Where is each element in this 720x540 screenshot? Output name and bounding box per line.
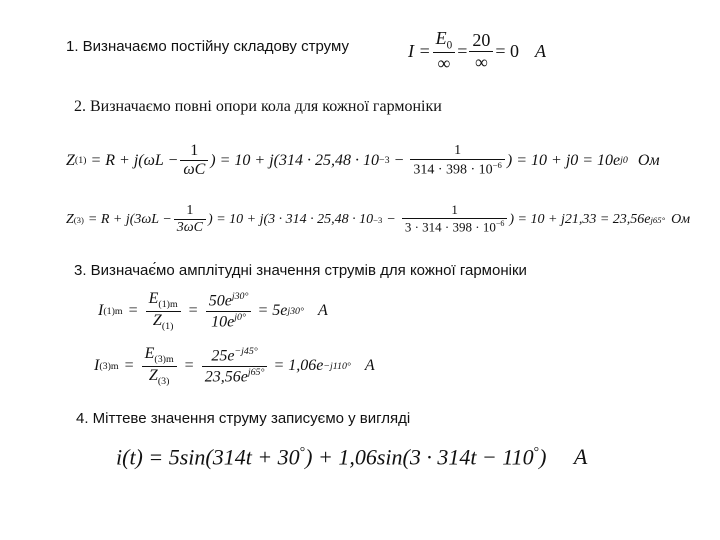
z1-part-4-exp: j0: [620, 155, 628, 167]
eq1-fraction-1: [433, 28, 456, 74]
i3-f2-num-exp: −j45°: [234, 345, 258, 357]
i3-f1-den: Z: [148, 366, 158, 384]
z3-part-4-exp: j65°: [650, 214, 666, 225]
z1-f2-num: 1: [410, 143, 505, 160]
i3-f2-num: 25e: [211, 347, 235, 365]
eq1-fraction-2: [469, 30, 493, 72]
i3-eq2: =: [184, 357, 194, 375]
i1-unit: A: [317, 302, 328, 320]
i1-f1-den: Z: [152, 311, 162, 329]
z3-f1-num: 1: [174, 203, 206, 220]
i1-f2-num-exp: j30°: [231, 290, 249, 302]
z1-f2-den: 314 · 398 · 10: [413, 162, 493, 178]
equation-dc-current: [408, 28, 546, 74]
final-part-2: ) + 1,06sin(3 · 314t − 110: [305, 444, 534, 470]
z1-part-4: ) = 10 + j0 = 10e: [506, 151, 621, 169]
z3-f2-num: 1: [402, 203, 508, 219]
z1-fraction-2: [410, 143, 505, 179]
i3-lhs: I: [94, 357, 100, 375]
eq1-num1: E: [435, 28, 447, 48]
i1-f2-num: 50e: [208, 292, 232, 310]
z1-f2-den-exp: −6: [492, 160, 502, 171]
z3-unit: Ом: [671, 211, 691, 227]
z1-fraction-1: [180, 142, 208, 180]
z1-part-3: −: [393, 151, 405, 169]
i1-fraction-1: [146, 290, 181, 332]
z1-f1-den: ωC: [183, 161, 206, 179]
eq1-den1: ∞: [437, 53, 451, 74]
equation-instantaneous-current: [116, 444, 587, 470]
z3-fraction-2: [402, 203, 508, 235]
z3-f2-den-exp: −6: [495, 219, 505, 229]
z1-f1-num: 1: [180, 142, 208, 161]
z3-part-2: ) = 10 + j(3 · 314 · 25,48 · 10: [208, 211, 374, 227]
z3-part-4: ) = 10 + j21,33 = 23,56e: [509, 211, 651, 227]
z3-part-3: −: [386, 211, 396, 227]
i3-result: = 1,06e: [273, 357, 324, 375]
i1-f1-num-sub: (1)m: [158, 299, 178, 311]
step-2-text: 2. Визначаємо повні опори кола для кожної гармоніки: [74, 98, 442, 115]
z3-f1-den: 3ωC: [176, 220, 204, 236]
equation-current-3: [94, 345, 375, 387]
i1-f1-num: E: [148, 290, 159, 307]
final-part-3: ): [539, 444, 547, 470]
eq1-equals-b: = 0: [495, 40, 520, 61]
eq1-lhs: I =: [408, 40, 431, 61]
i1-f2-den: 10e: [211, 312, 235, 330]
i1-result-exp: j30°: [287, 305, 304, 317]
z3-exp-1: −3: [373, 214, 383, 225]
i3-unit: A: [364, 357, 375, 375]
i3-fraction-1: [142, 345, 177, 387]
z1-lhs-sub: (1): [74, 155, 87, 167]
z1-part-2: ) = 10 + j(314 · 25,48 · 10: [210, 151, 379, 169]
i1-eq: =: [128, 302, 138, 320]
step-4-text: 4. Міттеве значення струму записуємо у вигляді: [76, 410, 411, 427]
z1-unit: Ом: [637, 151, 660, 169]
i1-eq2: =: [188, 302, 198, 320]
eq1-unit: A: [535, 40, 547, 61]
i1-lhs-sub: (1)m: [103, 305, 123, 317]
i1-result: = 5e: [257, 302, 288, 320]
i3-f2-den-exp: j65°: [247, 366, 265, 378]
z3-fraction-1: [174, 203, 206, 236]
i1-lhs: I: [98, 302, 104, 320]
i3-f1-num: E: [144, 345, 155, 362]
z1-part-1: = R + j(ωL −: [90, 151, 179, 169]
eq1-num2: 20: [469, 30, 493, 52]
step-3-text: 3. Визначає́мо амплітудні значення струмів для кожної гармоніки: [74, 262, 527, 279]
z3-f2-den: 3 · 314 · 398 · 10: [404, 219, 496, 235]
final-deg-2: °: [533, 444, 540, 459]
i1-f2-den-exp: j0°: [234, 311, 246, 323]
i3-eq: =: [124, 357, 134, 375]
i3-f1-den-sub: (3): [157, 375, 170, 387]
final-deg-1: °: [299, 444, 306, 459]
i1-f1-den-sub: (1): [161, 320, 174, 332]
i1-fraction-2: [206, 291, 252, 331]
eq1-num1-sub: 0: [446, 39, 453, 52]
i3-f1-num-sub: (3)m: [154, 354, 174, 366]
equation-current-1: [98, 290, 328, 332]
i3-fraction-2: [202, 346, 268, 386]
i3-f2-den: 23,56e: [204, 367, 248, 385]
z3-lhs: Z: [66, 211, 74, 227]
final-part-1: i(t) = 5sin(314t + 30: [116, 444, 300, 470]
final-unit: A: [573, 444, 588, 470]
z3-part-1: = R + j(3ωL −: [87, 211, 172, 227]
z1-exp-1: −3: [378, 155, 390, 167]
i3-result-exp: −j110°: [323, 360, 351, 372]
eq1-equals-a: =: [457, 40, 468, 61]
eq1-den2: ∞: [474, 51, 488, 72]
equation-impedance-3: [66, 203, 690, 236]
z1-lhs: Z: [66, 151, 75, 169]
step-1-text: 1. Визначаємо постійну складову струму: [66, 38, 349, 55]
z3-lhs-sub: (3): [73, 214, 84, 225]
equation-impedance-1: [66, 142, 660, 180]
i3-lhs-sub: (3)m: [99, 360, 119, 372]
